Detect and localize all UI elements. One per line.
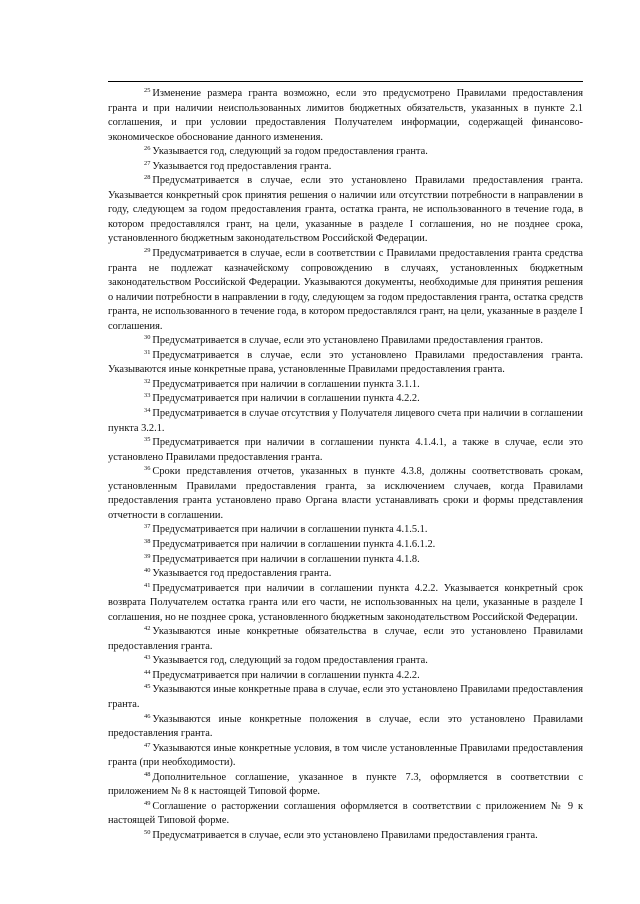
footnote	[108, 713, 583, 742]
footnote-number: 50	[144, 828, 151, 836]
footnote-separator	[108, 81, 583, 82]
footnote-text: Указывается год, следующий за годом предоставления гранта.	[152, 146, 428, 158]
footnote	[108, 800, 583, 829]
footnote-text: Предусматривается в случае, если это установлено Правилами предоставления грантов.	[152, 335, 543, 347]
footnote-number: 49	[144, 799, 151, 807]
footnote-number: 31	[144, 348, 151, 356]
footnote-number: 30	[144, 334, 151, 342]
footnote-number: 36	[144, 465, 151, 473]
footnote	[108, 654, 583, 669]
footnote	[108, 247, 583, 334]
footnote-number: 42	[144, 625, 151, 633]
footnote-number: 38	[144, 537, 151, 545]
footnote	[108, 160, 583, 175]
footnote	[108, 683, 583, 712]
footnote-number: 44	[144, 668, 151, 676]
footnotes-list	[108, 87, 583, 843]
footnote	[108, 392, 583, 407]
footnote-text: Предусматривается при наличии в соглашении пункта 4.1.4.1, а также в случае, если это установлено Правилами предоставления гранта.	[108, 437, 583, 463]
footnote-number: 26	[144, 145, 151, 153]
footnote-text: Указываются иные конкретные условия, в том числе установленные Правилами предоставления гранта (при необходимости).	[108, 742, 583, 769]
footnote-text: Предусматривается в случае отсутствия у Получателя лицевого счета при наличии в соглашении пункта 3.2.1.	[108, 408, 583, 434]
footnote-text: Указывается год предоставления гранта.	[152, 160, 332, 172]
footnote-text: Предусматривается при наличии в соглашении пункта 3.1.1.	[152, 378, 420, 390]
footnote	[108, 582, 583, 626]
footnote-text: Предусматривается в случае, если это установлено Правилами предоставления гранта. Указывается конкретный срок принятия решения о наличии или отсутствии потребности в направлении в году, следующем за годом предоставления гранта, остатка гранта, не использованного в течение года, в котором предоставлялся грант, на цели, указанные в разделе I соглашения, но не позднее срока, установленного бюджетным законодательством Российской Федерации.	[108, 175, 583, 245]
footnote-text: Указывается год, следующий за годом предоставления гранта.	[152, 655, 428, 667]
footnote-number: 47	[144, 741, 151, 749]
footnote	[108, 553, 583, 568]
footnote-number: 27	[144, 159, 151, 167]
footnote-number: 37	[144, 523, 151, 531]
footnote	[108, 829, 583, 844]
footnote	[108, 523, 583, 538]
footnote-text: Предусматривается при наличии в соглашении пункта 4.2.2. Указывается конкретный срок возврата Получателем остатка гранта или его части, не использованных на цели, указанные в разделе I соглашения, но не позднее срока, установленного бюджетным законодательством Российской Федерации.	[108, 582, 583, 623]
footnote-text: Предусматривается при наличии в соглашении пункта 4.1.5.1.	[152, 524, 428, 536]
footnote-text: Указываются иные конкретные положения в случае, если это установлено Правилами предоставления гранта.	[108, 713, 583, 740]
footnote-number: 46	[144, 712, 151, 720]
footnote-text: Предусматривается при наличии в соглашении пункта 4.2.2.	[152, 669, 420, 681]
footnote	[108, 378, 583, 393]
footnote-text: Соглашение о расторжении соглашения оформляется в соответствии с приложением № 9 к настоящей Типовой форме.	[108, 800, 583, 827]
footnote	[108, 334, 583, 349]
footnote-text: Изменение размера гранта возможно, если это предусмотрено Правилами предоставления гранта и при наличии неиспользованных лимитов бюджетных обязательств, указанных в пункте 2.1 соглашения, и при условии предоставления Получателем информации, содержащей финансово-экономическое обоснование данного изменения.	[108, 88, 583, 143]
footnote-text: Указываются иные конкретные обязательства в случае, если это установлено Правилами предоставления гранта.	[108, 626, 583, 652]
footnote-number: 45	[144, 683, 151, 691]
footnote-text: Предусматривается в случае, если это установлено Правилами предоставления гранта. Указываются иные конкретные права, установленные Правилами предоставления гранта.	[108, 349, 583, 376]
footnote-text: Предусматривается в случае, если в соответствии с Правилами предоставления гранта средства гранта не подлежат казначейскому сопровождению в случаях, установленных бюджетным законодательством Российской Федерации. Указываются документы, необходимые для принятия решения о наличии потребности в направлении в году, следующем за годом предоставления гранта, остатка средств гранта, не использованного в течение года, в котором предоставлялся грант, на цели, указанные в разделе I соглашения.	[108, 248, 583, 332]
footnote-text: Сроки представления отчетов, указанных в пункте 4.3.8, должны соответствовать срокам, установленным Правилами предоставления гранта, за исключением случаев, когда Правилами предоставления гранта установлено право Органа власти устанавливать сроки и формы представления отчетности в соглашении.	[108, 466, 583, 521]
footnote	[108, 669, 583, 684]
footnote	[108, 465, 583, 523]
footnote	[108, 567, 583, 582]
footnote	[108, 174, 583, 247]
footnote	[108, 87, 583, 145]
footnote-number: 25	[144, 87, 151, 94]
footnote-text: Дополнительное соглашение, указанное в пункте 7.3, оформляется в соответствии с приложением № 8 к настоящей Типовой форме.	[108, 771, 583, 798]
footnote-text: Предусматривается в случае, если это установлено Правилами предоставления гранта.	[152, 829, 538, 841]
footnote-text: Указывается год предоставления гранта.	[152, 568, 332, 580]
footnote	[108, 436, 583, 465]
footnote	[108, 742, 583, 771]
footnote	[108, 145, 583, 160]
footnote-number: 39	[144, 552, 151, 560]
footnote-number: 48	[144, 770, 151, 778]
footnote-number: 32	[144, 377, 151, 385]
footnote-number: 33	[144, 392, 151, 400]
footnote	[108, 625, 583, 654]
footnote	[108, 771, 583, 800]
footnote	[108, 538, 583, 553]
footnote-text: Предусматривается при наличии в соглашении пункта 4.1.6.1.2.	[152, 538, 436, 550]
footnote-text: Предусматривается при наличии в соглашении пункта 4.1.8.	[152, 553, 420, 565]
footnote-text: Предусматривается при наличии в соглашении пункта 4.2.2.	[152, 393, 420, 405]
footnote-text: Указываются иные конкретные права в случае, если это установлено Правилами предоставления гранта.	[108, 684, 583, 710]
footnote-number: 41	[144, 581, 151, 589]
footnote-number: 29	[144, 247, 151, 255]
footnote	[108, 349, 583, 378]
footnote-number: 35	[144, 436, 151, 444]
footnote-number: 43	[144, 654, 151, 662]
footnote	[108, 407, 583, 436]
footnote-number: 28	[144, 174, 151, 182]
footnote-number: 40	[144, 567, 151, 575]
footnote-number: 34	[144, 407, 151, 415]
